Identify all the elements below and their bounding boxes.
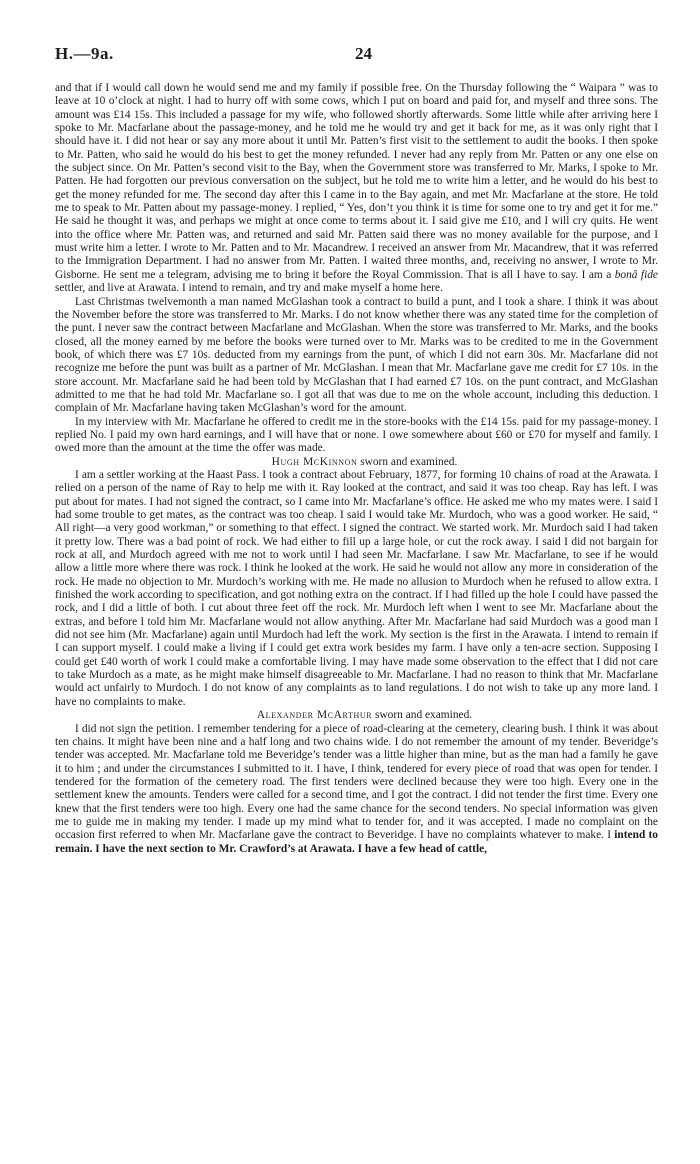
witness-suffix: sworn and examined. <box>360 455 458 468</box>
paragraph-text: and that if I would call down he would send me and my family if possible free. On the Thursday following the “ Waipara ” was to leave at 10 o’clock at night. I had to hurry off with some cows, which I put on board and paid for, and myself and three sons. The amount was £14 15s. This included a passage for my wife, who followed shortly afterwards. Some little while after arriving here I spoke to Mr. Macfarlane about the passage-money, and he told me he would try and get it back for me, as it was only right that I should have it. I did not hear or say any more about it until Mr. Patten’s first visit to the settlement to audit the books. I then spoke to Mr. Patten, who said he would do his best to get the money refunded. I never had any reply from Mr. Patten or any one else on the subject since. On Mr. Patten’s second visit to the Bay, when the Government store was transferred to Mr. Marks, I spoke to Mr. Patten. He had forgotten our previous conversation on the subject, but he told me to write him a letter, and he would do his best to get the money refunded for me. The second day after this I came in to the Bay again, and met Mr. Macfarlane at the store. He told me to speak to Mr. Patten about my passage-money. I replied, “ Yes, don’t you think it is time for some one to try and get it for me.” He said he thought it was, and perhaps we might at once come to terms about it. I said give me £10, and I will cry quits. He went into the office where Mr. Patten was, and returned and said Mr. Patten said there was no money available for the purpose, and I must write him a letter. I wrote to Mr. Patten and to Mr. Macandrew. I received an answer from Mr. Macandrew, that it was referred to the Immigration Department. I had no answer from Mr. Patten. I waited three months, and, receiving no answer, I wrote to Mr. Gisborne. He sent me a telegram, advising me to bring it before the Royal Commission. That is all I have to say. I am a <box>55 82 658 281</box>
witness-heading <box>55 709 658 722</box>
paper-reference: H.—9a. <box>55 44 114 63</box>
paragraph-continued <box>55 82 658 296</box>
document-body <box>55 82 658 856</box>
paragraph: Last Christmas twelvemonth a man named McGlashan took a contract to build a punt, and I took a share. I think it was about the November before the store was transferred to Mr. Marks. I do not know whether there was any stated time for the completion of the punt. I never saw the contract between Macfarlane and McGlashan. When the store was transferred to Mr. Marks, and the books closed, all the money earned by me before the books were turned over to Mr. Marks was to be credited to me in the Government book, of which there was £7 10s. deducted from my earnings from the punt, of which I did not earn 30s. Mr. Macfarlane did not recognize me before the punt was built as a partner of Mr. McGlashan. I mean that Mr. Macfarlane gave me credit for £7 10s. in the store account. Mr. Macfarlane said he had been told by McGlashan that I had earned £7 10s. on the punt contract, and McGlashan admitted to me that he had told Mr. Macfarlane so. I got all that was due to me on the whole account, including this deduction. I complain of Mr. Macfarlane having taken McGlashan’s word for the amount. <box>55 295 658 415</box>
witness-suffix: sworn and examined. <box>375 709 473 722</box>
paragraph-text: I did not sign the petition. I remember tendering for a piece of road-clearing at the cemetery, clearing bush. I think it was about ten chains. It might have been nine and a half long and two chains wide. I do not remember the amount of my tender. Beveridge’s tender was accepted. Mr. Macfarlane told me Beveridge’s tender was a little higher than mine, but as the man had a family he gave it to him ; and under the circumstances I submitted to it. I have, I think, tendered for every piece of road that was open for tender. I tendered for the formation of the cemetery road. The first tenders were declined because they were too high. Every one in the settlement knew the amounts. Tenders were called for a second time, and I got the contract. I did not tender the first time. Every one knew that the first tenders were too high. Every one had the same chance for the second tenders. No special information was given me to guide me in making my tender. I made up my mind what to tender for, and it was accepted. I made no complaint on the occasion first referred to when Mr. Macfarlane gave the contract to Beveridge. I have no complaints whatever to make. I <box>55 722 658 842</box>
witness-name: Hugh McKinnon <box>271 455 358 468</box>
witness-heading <box>55 456 658 469</box>
paragraph <box>55 723 658 856</box>
paragraph: In my interview with Mr. Macfarlane he offered to credit me in the store-books with the £14 15s. paid for my passage-money. I replied No. I paid my own hard earnings, and I will have that or none. I owe somewhere about £60 or £70 for myself and family. I owed more than the amount at the time the offer was made. <box>55 415 658 455</box>
paragraph-text: settler, and live at Arawata. I intend to remain, and try and make myself a home here. <box>55 282 443 295</box>
paragraph: I am a settler working at the Haast Pass. I took a contract about February, 1877, for forming 10 chains of road at the Arawata. I relied on a person of the name of Ray to help me with it. Ray looked at the contract, and said it was too cheap. Ray has left. I was put about for mates. I had not signed the contract, so I came into Mr. Macfarlane’s office. He asked me who my mates were. I said I had some trouble to get mates, as the contract was too cheap. I said I would take Mr. Murdoch, who was a good worker. He said, “ All right—a very good workman,” or something to that effect. I signed the contract. We started work. Mr. Murdoch said I had taken it pretty low. There was a bad point of rock. We had either to fill up a large hole, or cut the rock away. I said I did not bargain for rock at all, and Murdoch agreed with me not to work until I had seen Mr. Macfarlane. I saw Mr. Macfarlane, to see if he would allow a little more where there was rock. I think he looked at the work. He said he would not allow any more in consideration of the rock. He made no objection to Mr. Murdoch’s working with me. He made no allusion to Murdoch when he refused to allow extra. I finished the work according to specification, and got nothing extra on the contract. If I had filled up the hole I could have passed the rock, and I did a little of both. I cut about three feet off the rock. Mr. Murdoch left when I went to see Mr. Macfarlane about the extras, and before I told him Mr. Macfarlane would not allow anything. After Mr. Macfarlane had said Murdoch was a good man I did not see him (Mr. Macfarlane) again until Murdoch had left the work. My section is the first in the Arawata. I intend to remain if I can support myself. I could make a living if I could get extra work besides my farm. I have only a ten-acre section. Supposing I could get £40 worth of work I could make a comfortable living. I may have made some observation to the effect that I did not care to take Murdoch as a mate, as he might make himself disagreeable to Mr. Macfarlane. I had no reason to think that Mr. Macfarlane would act unfairly to Murdoch. I do not know of any complaints as to land regulations. I do not wish to take up any more land. I have no complaints to make. <box>55 468 658 708</box>
witness-name: Alexander McArthur <box>256 709 373 722</box>
page-number: 24 <box>355 44 372 63</box>
italic-phrase: bonâ fide <box>614 268 658 281</box>
page-header <box>55 44 658 70</box>
paragraph-text-final-line: intend to remain. I have the next section to Mr. Crawford’s at Arawata. I have a few head of cattle, <box>55 829 658 855</box>
